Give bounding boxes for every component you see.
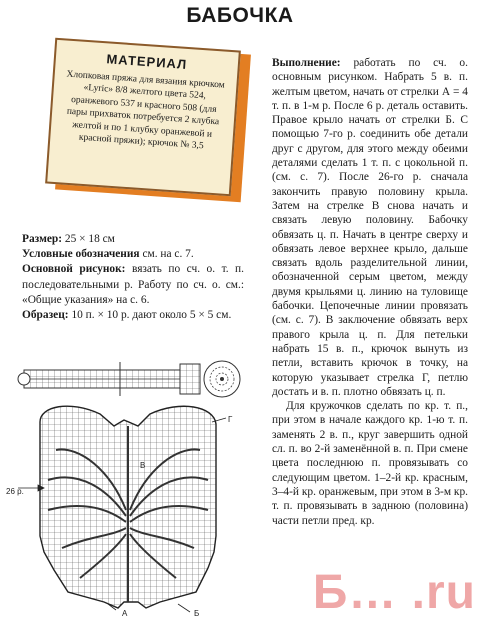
material-box	[45, 38, 241, 197]
arrow-b	[178, 604, 190, 612]
gauge-label: Образец:	[22, 309, 69, 322]
instructions-para-2: Для кружочков сделать по кр. т. п., при этом в начале каждого кр. 1-ю т. п. заменять 2 в. п., круг завершить одной сл. п. во 2-й заменённой в. п. При смене цвета последнюю п. провязывать со следующим цветом. 1–2-й кр. красным, 3–4-й кр. оранжевым, при этом в 3-м кр. т. п. провязывать в заднюю (половина) части петли пред. кр.	[272, 400, 468, 527]
label-b: Б	[194, 609, 200, 618]
size-label: Размер:	[22, 233, 63, 245]
size-line	[22, 232, 244, 247]
butterfly-chart-diagram	[0, 340, 262, 622]
material-heading: МАТЕРИАЛ	[106, 51, 188, 72]
label-a: А	[122, 609, 128, 618]
gauge-line	[22, 308, 244, 323]
instructions-column	[272, 56, 468, 528]
instructions-label: Выполнение:	[272, 57, 341, 69]
instructions-para-1	[272, 56, 468, 399]
watermark: Б… .ru	[312, 566, 476, 619]
pattern-label: Основной рисунок:	[22, 263, 126, 276]
specs-column	[22, 232, 244, 323]
pattern-value: вязать по сч. о. т. п. последовательными р. Работу по сч. о. см.: «Общие указания» на с. 6.	[22, 263, 244, 306]
crochet-circle	[204, 361, 240, 397]
symbols-label: Условные обозначения	[22, 248, 140, 261]
label-v: В	[140, 461, 146, 470]
gauge-value: 10 п. × 10 р. дают около 5 × 5 см.	[71, 309, 232, 322]
symbols-value: см. на с. 7.	[142, 248, 194, 261]
symbols-line	[22, 247, 244, 262]
size-value: 25 × 18 см	[64, 233, 115, 245]
pattern-line	[22, 262, 244, 308]
label-g: Г	[228, 415, 233, 424]
material-text: Хлопковая пряжа для вязания крючком «Lyric» 8/8 желтого цвета 524, оранжевого 537 и красного 508 (для пары прихваток потребуется 2 клубка желтой и по 1 клубку оранжевой и красной пряжи); крючок № 3,5	[66, 69, 226, 152]
page-title: БАБОЧКА	[186, 4, 294, 27]
small-circle-left	[18, 373, 30, 385]
antenna-bar	[24, 362, 200, 396]
instructions-text-1: работать по сч. о. основным рисунком. Набрать 5 в. п. желтым цветом, начать от стрелки А = 4 т. п. в 1-м р. После 6 р. деталь оставить. Правое крыло начать от стрелки Б. С помощью 7-го р. соединить обе детали друг с другом, для этого между обеими деталями сделать 1 т. п. с цокольной п. (см. с. 7). После 26-го р. сначала закончить правую половину крыла. Затем на стрелке В снова начать и связать левую половину. Бабочку обвязать ц. п. Начать в центре сверху и обвязать левое верхнее крыло, дальше связать вдоль разделительной линии, обозначенной серым цветом, между двумя крыльями ц. линию на туловище бабочки. Цепочечные линии провязать (см. с. 7). В заключение обвязать верх правого крыла ц. п. Для петельки набрать 15 в. п., крючок вынуть из петли, вставить крючок в точку, на которую указывает стрелка Г, петлю достать и в. п. плотно обвязать ц. п.	[272, 57, 468, 398]
label-26-row: 26 р.	[6, 487, 24, 496]
